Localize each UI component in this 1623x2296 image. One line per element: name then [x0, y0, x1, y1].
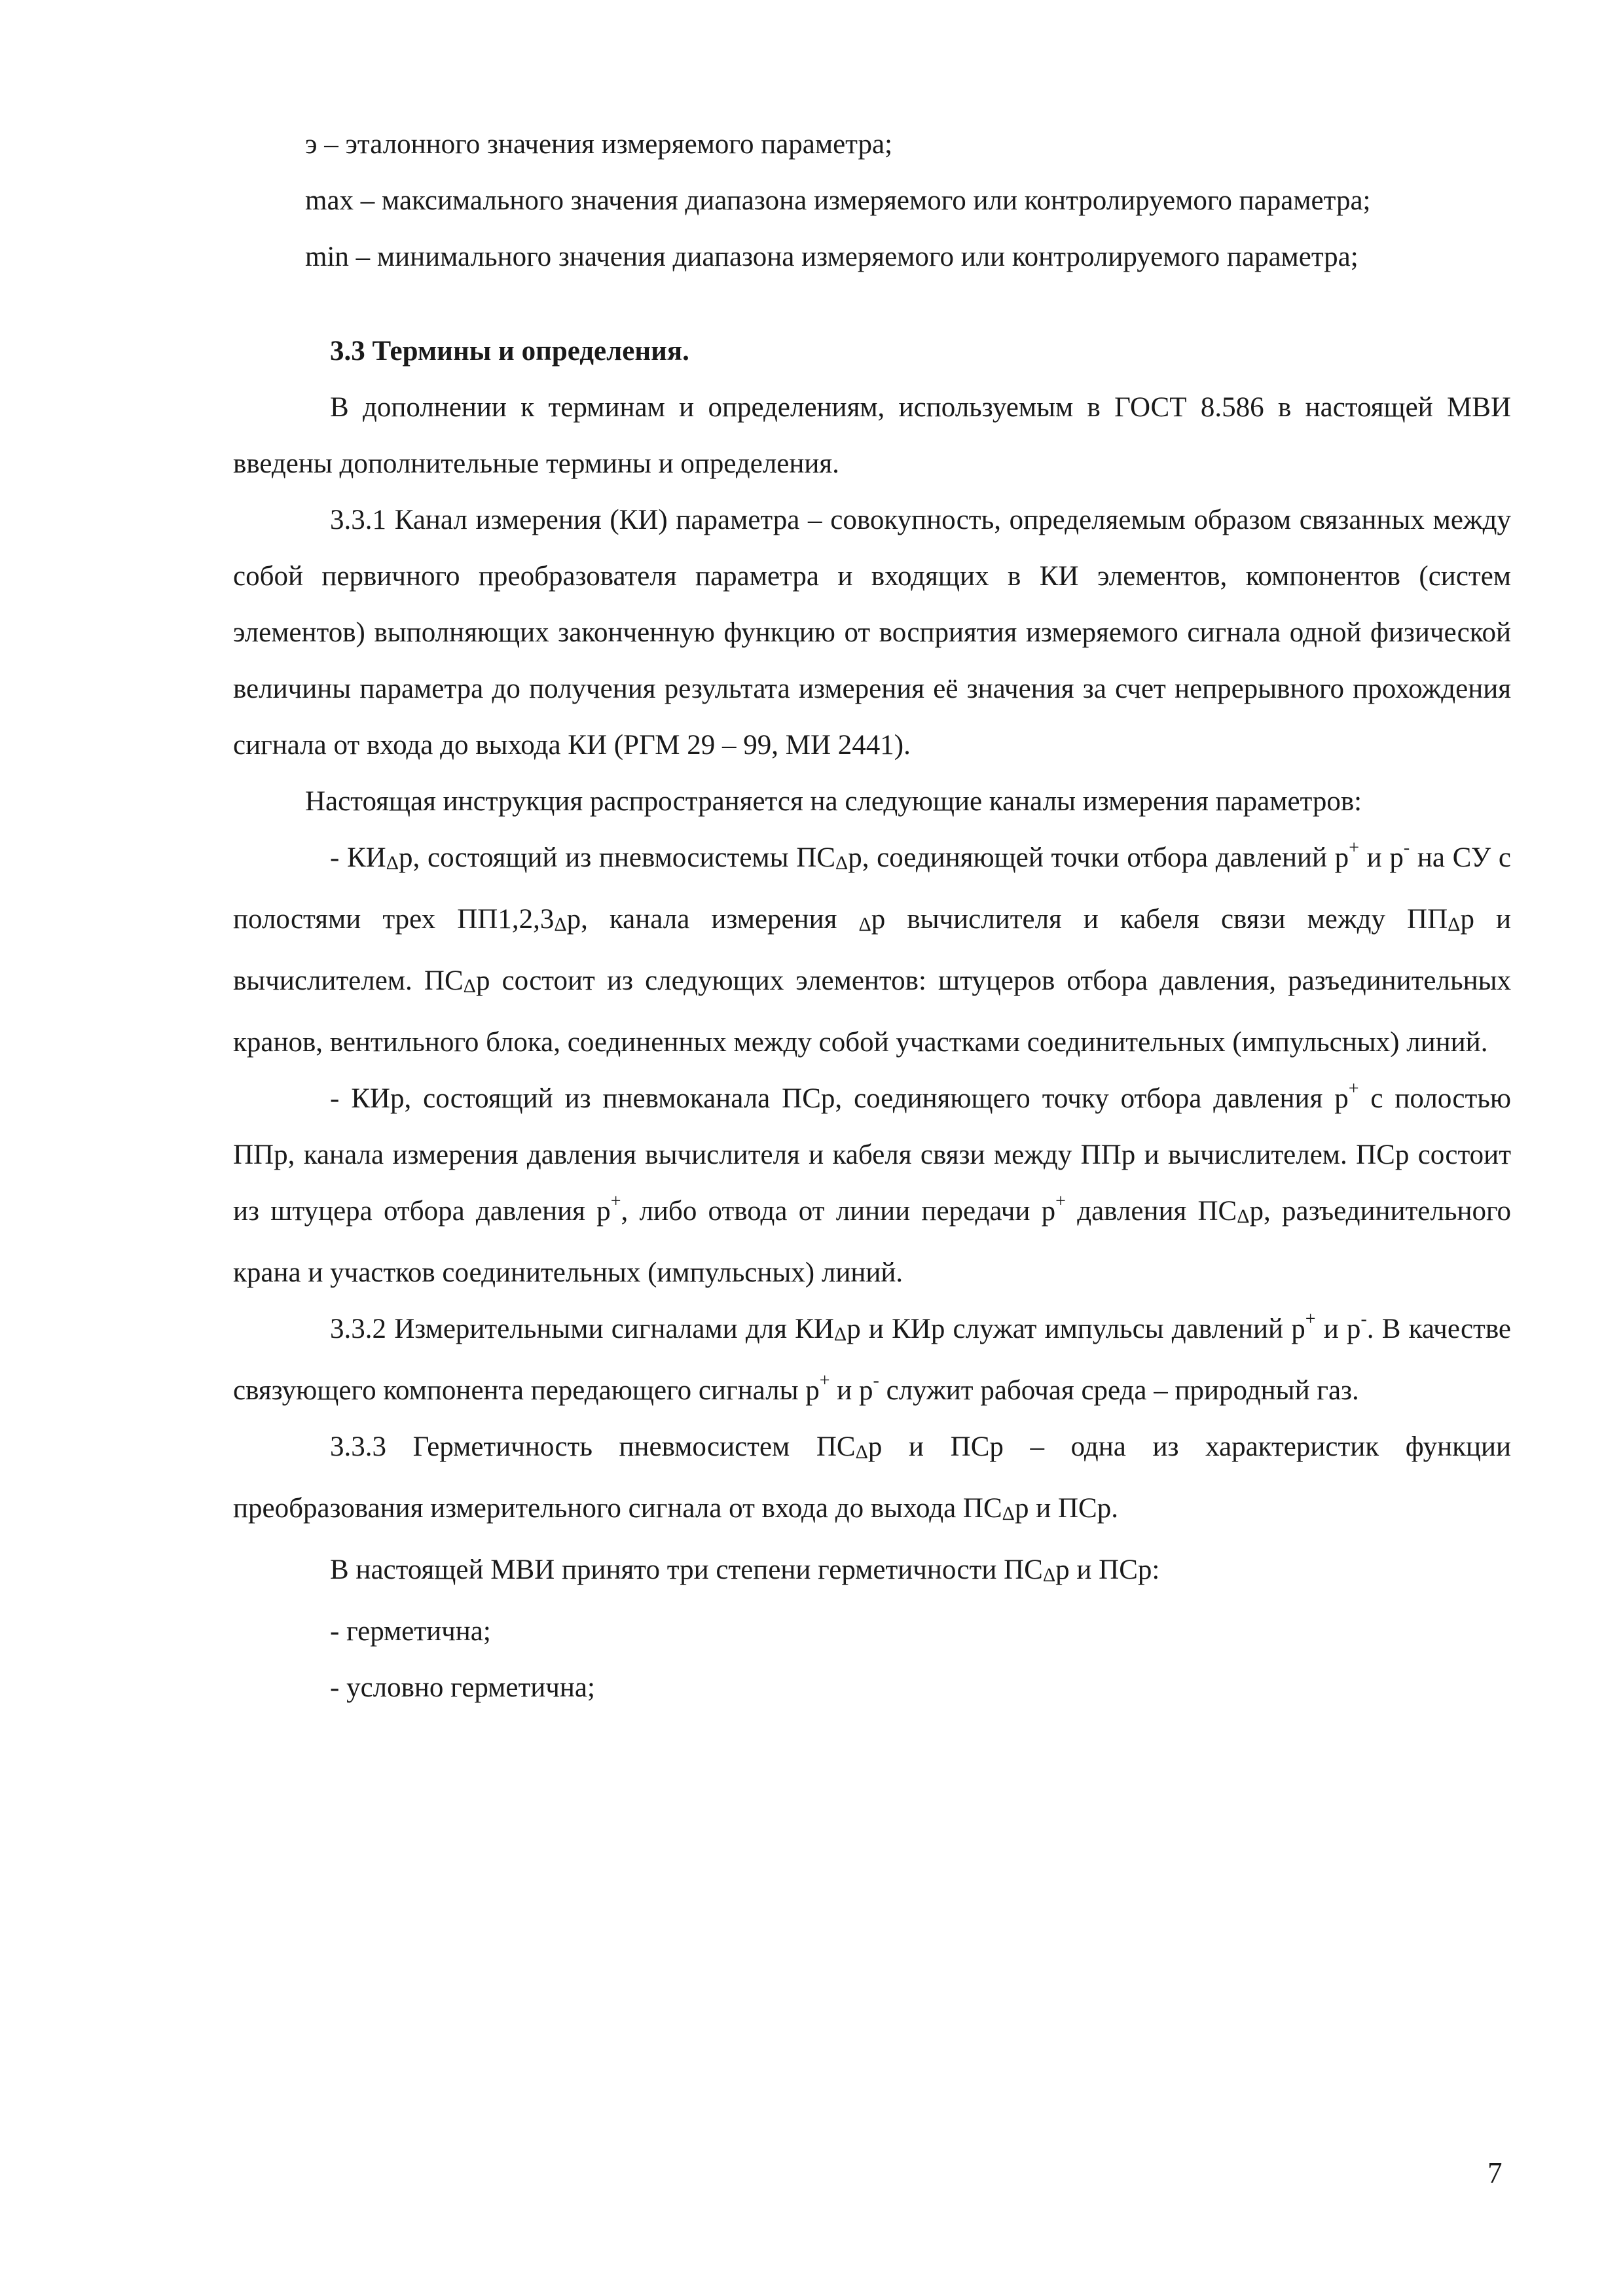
symbol-min-definition: min – минимального значения диапазона измеряемого или контролируемого параметра; — [305, 242, 1359, 272]
list-item-ki-p: - КИр, состоящий из пневмоканала ПСр, соединяющего точку отбора давления р+ с полостью ППр, канала измерения давления вычислителя и кабеля связи между ППр и вычислителем. ПСр состоит из штуцера отбора давления р+, либо отвода от линии передачи р+ давления $ПС_\Delta р$, разъединительного крана и участков соединительных (импульсных) линий. — [233, 1079, 1512, 1288]
paragraph-3-3-2: 3.3.2 Измерительными сигналами для $КИ_\Delta р$ и КИр служат импульсы давлений р+ и р-. В качестве связующего компонента передающего сигналы р+ и р- служит рабочая среда – природный газ. — [233, 1309, 1511, 1406]
scope-paragraph: Настоящая инструкция распространяется на следующие каналы измерения параметров: — [305, 786, 1362, 817]
list-item-ki-dp: - $КИ_\Delta р$, состоящий из пневмосистемы $ПС_\Delta р$, соединяющей точки отбора давлений р+ и р- на СУ с полостями трех $ПП1,2,3_\Delta р$, канала измерения $_\Delta$р вычислителя и кабеля связи между $ПП_\Delta р$ и вычислителем. $ПС_\Delta р$ состоит из следующих элементов: штуцеров отбора давления, разъединительных кранов, вентильного блока, соединенных между собой участками соединительных (импульсных) линий. — [233, 838, 1512, 1058]
symbol-max-definition: max – максимального значения диапазона измеряемого или контролируемого параметра; — [305, 185, 1371, 216]
page-number: 7 — [1487, 2157, 1503, 2189]
list-item-hermetic: - герметична; — [330, 1616, 491, 1647]
section-heading-3-3: 3.3 Термины и определения. — [330, 336, 689, 367]
hermeticity-degrees-paragraph: В настоящей МВИ принято три степени герметичности $ПС_\Delta р$ и ПСр: — [330, 1554, 1160, 1586]
symbol-e-definition: э – эталонного значения измеряемого параметра; — [305, 129, 893, 160]
paragraph-3-3-3: 3.3.3 Герметичность пневмосистем $ПС_\Delta р$ и ПСр – одна из характеристик функции преобразования измерительного сигнала от входа до выхода $ПС_\Delta р$ и ПСр. — [233, 1431, 1512, 1524]
page-body — [233, 117, 1511, 1716]
paragraph-3-3-1: 3.3.1 Канал измерения (КИ) параметра – совокупность, определяемым образом связанных между собой первичного преобразователя параметра и входящих в КИ элементов, компонентов (систем элементов) выполняющих законченную функцию от восприятия измеряемого сигнала одной физической величины параметра до получения результата измерения её значения за счет непрерывного прохождения сигнала от входа до выхода КИ (РГМ 29 – 99, МИ 2441). — [233, 505, 1511, 761]
list-item-conditionally-hermetic: - условно герметична; — [330, 1672, 595, 1703]
intro-paragraph: В дополнении к терминам и определениям, используемым в ГОСТ 8.586 в настоящей МВИ введены дополнительные термины и определения. — [233, 392, 1511, 479]
